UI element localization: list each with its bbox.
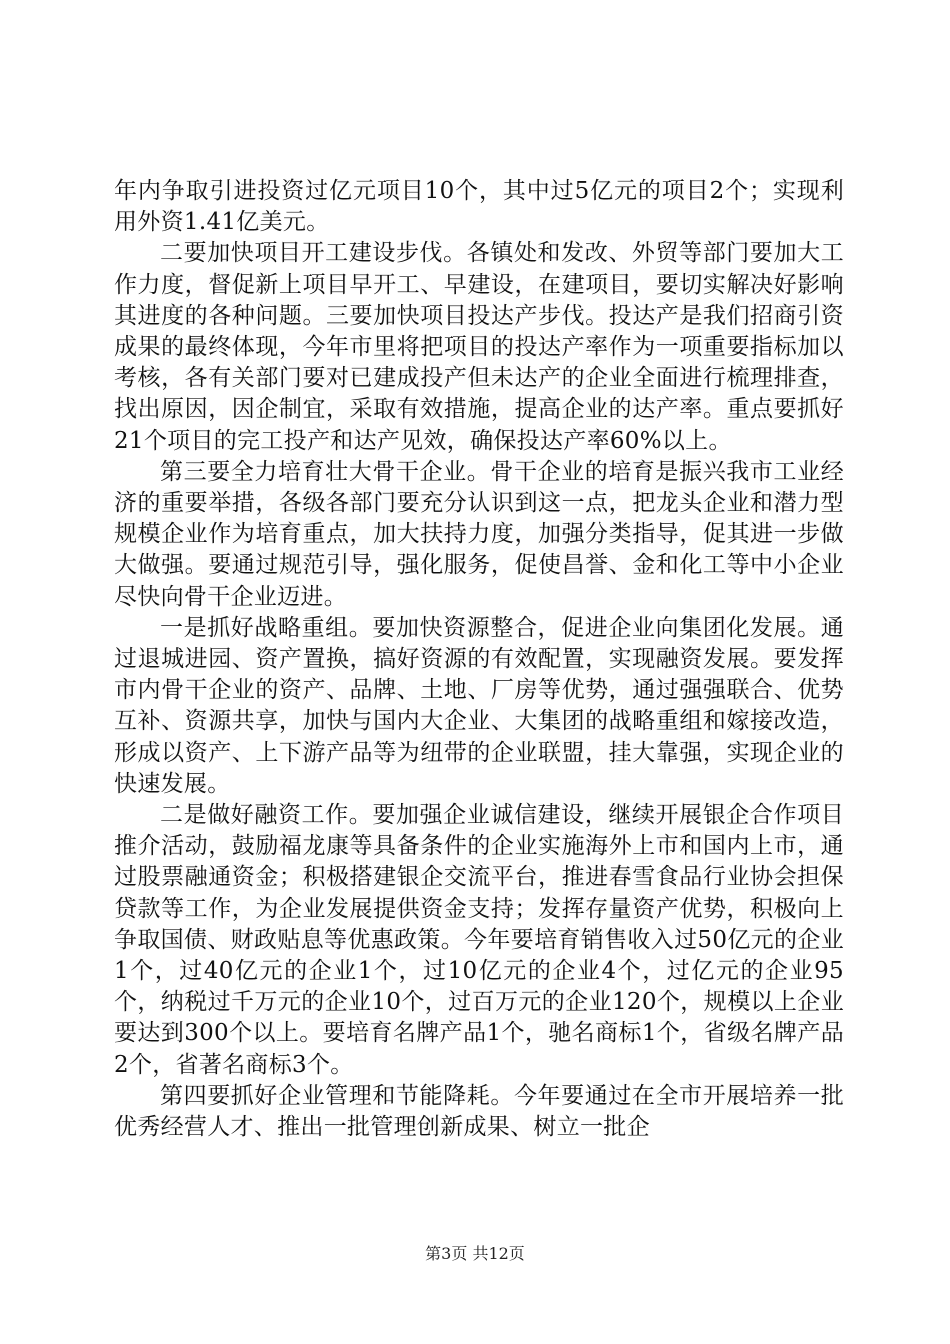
paragraph-strategic-restructuring: 一是抓好战略重组。要加快资源整合，促进企业向集团化发展。通过退城进园、资产置换，搞好资源的有效配置，实现融资发展。要发挥市内骨干企业的资产、品牌、土地、厂房等优势，通过强强联合、优势互补、资源共享，加快与国内大企业、大集团的战略重组和嫁接改造，形成以资产、上下游产品等为纽带的企业联盟，挂大靠强，实现企业的快速发展。 (114, 614, 844, 797)
paragraph-financing: 二是做好融资工作。要加强企业诚信建设，继续开展银企合作项目推介活动，鼓励福龙康等具备条件的企业实施海外上市和国内上市，通过股票融通资金；积极搭建银企交流平台，推进春雪食品行业协会担保贷款等工作，为企业发展提供资金支持；发挥存量资产优势，积极向上争取国债、财政贴息等优惠政策。今年要培育销售收入过50亿元的企业1个，过40亿元的企业1个，过10亿元的企业4个，过亿元的企业95个，纳税过千万元的企业10个，过百万元的企业120个，规模以上企业要达到300个以上。要培育名牌产品1个，驰名商标1个，省级名牌产品2个，省著名商标3个。 (114, 802, 844, 1078)
page-footer (0, 1244, 950, 1264)
paragraph-continuation: 年内争取引进投资过亿元项目10个，其中过5亿元的项目2个；实现利用外资1.41亿美元。 (114, 178, 844, 236)
document-body (114, 176, 844, 1143)
page-number-label: 第3页 共12页 (425, 1244, 525, 1263)
paragraph-project-construction: 二要加快项目开工建设步伐。各镇处和发改、外贸等部门要加大工作力度，督促新上项目早开工、早建设，在建项目，要切实解决好影响其进度的各种问题。三要加快项目投达产步伐。投达产是我们招商引资成果的最终体现，今年市里将把项目的投达产率作为一项重要指标加以考核，各有关部门要对已建成投产但未达产的企业全面进行梳理排查，找出原因，因企制宜，采取有效措施，提高企业的达产率。重点要抓好21个项目的完工投产和达产见效，确保投达产率60%以上。 (114, 240, 844, 454)
paragraph-backbone-enterprises: 第三要全力培育壮大骨干企业。骨干企业的培育是振兴我市工业经济的重要举措，各级各部门要充分认识到这一点，把龙头企业和潜力型规模企业作为培育重点，加大扶持力度，加强分类指导，促其进一步做大做强。要通过规范引导，强化服务，促使昌誉、金和化工等中小企业尽快向骨干企业迈进。 (114, 458, 844, 610)
paragraph-management-energy: 第四要抓好企业管理和节能降耗。今年要通过在全市开展培养一批优秀经营人才、推出一批管理创新成果、树立一批企 (114, 1082, 844, 1141)
